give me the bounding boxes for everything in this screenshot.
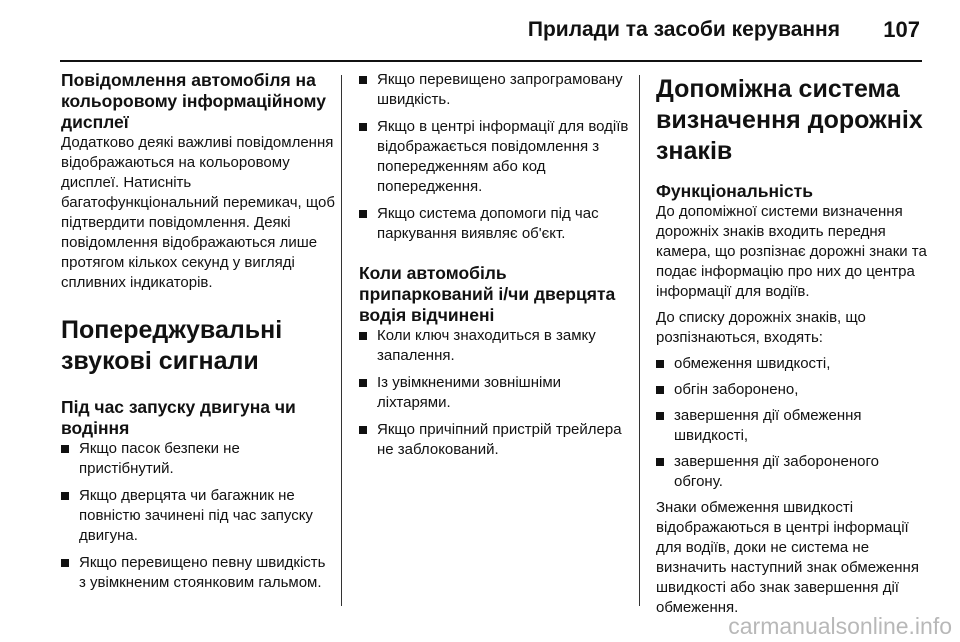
list-item: Якщо пасок безпеки не пристібнутий. xyxy=(61,439,336,479)
list-item: Якщо перевищено певну швидкість з увімкненим стоянковим гальмом. xyxy=(61,553,336,593)
driving-heading: Під час запуску двигуна чи водіння xyxy=(61,397,296,438)
list-item: обгін заборонено, xyxy=(656,380,928,400)
page-header-title: Прилади та засоби керування xyxy=(527,18,840,41)
list-item: завершення дії забороненого обгону. xyxy=(656,452,928,492)
list-item: Якщо дверцята чи багажник не повністю зачинені під час запуску двигуна. xyxy=(61,486,336,546)
list-item: Якщо система допомоги під час паркування виявляє об'єкт. xyxy=(359,204,629,244)
closing-text: Знаки обмеження швидкості відображаються в центрі інформації для водіїв, доки не система не визначить наступний знак обмеження швидкості або знак завершення дії обмеження. xyxy=(656,499,919,616)
column-3 xyxy=(656,70,928,618)
display-messages-heading: Повідомлення автомобіля на кольоровому інформаційному дисплеї xyxy=(61,70,326,132)
header-rule xyxy=(60,60,922,62)
parked-list xyxy=(359,326,629,460)
page-number: 107 xyxy=(883,17,920,42)
column-divider-right xyxy=(639,75,640,606)
list-item: Якщо перевищено запрограмовану швидкість. xyxy=(359,70,629,110)
functionality-text: До допоміжної системи визначення дорожніх знаків входить передня камера, що розпізнає дорожні знаки та подає інформацію про них до центра інформації для водіїв. xyxy=(656,203,927,300)
list-item: Із увімкненими зовнішніми ліхтарями. xyxy=(359,373,629,413)
list-item: Якщо причіпний пристрій трейлера не заблокований. xyxy=(359,420,629,460)
column-1 xyxy=(61,70,336,593)
list-item: обмеження швидкості, xyxy=(656,354,928,374)
watermark: carmanualsonline.info xyxy=(728,613,952,639)
column-divider-left xyxy=(341,75,342,606)
recognized-signs-list xyxy=(656,354,928,492)
list-item: завершення дії обмеження швидкості, xyxy=(656,406,928,446)
traffic-sign-assistant-title: Допоміжна система визначення дорожніх знаків xyxy=(656,75,923,165)
parked-heading: Коли автомобіль припаркований і/чи дверцята водія відчинені xyxy=(359,263,616,325)
warning-chimes-title: Попереджувальні звукові сигнали xyxy=(61,316,283,375)
display-messages-text: Додатково деякі важливі повідомлення відображаються на кольоровому дисплеї. Натисніть багатофункціональний перемикач, щоб підтвердити повідомлення. Деякі повідомлення відображаються лише протягом кількох секунд у вигляді спливних індикаторів. xyxy=(61,134,335,291)
driving-list xyxy=(61,439,336,593)
warning-list-continued xyxy=(359,70,629,244)
functionality-heading: Функціональність xyxy=(656,181,813,201)
list-item: Якщо в центрі інформації для водіїв відображається повідомлення з попередженням або код попередження. xyxy=(359,117,629,197)
column-2 xyxy=(359,70,629,460)
signs-list-intro: До списку дорожніх знаків, що розпізнаються, входять: xyxy=(656,309,866,346)
list-item: Коли ключ знаходиться в замку запалення. xyxy=(359,326,629,366)
